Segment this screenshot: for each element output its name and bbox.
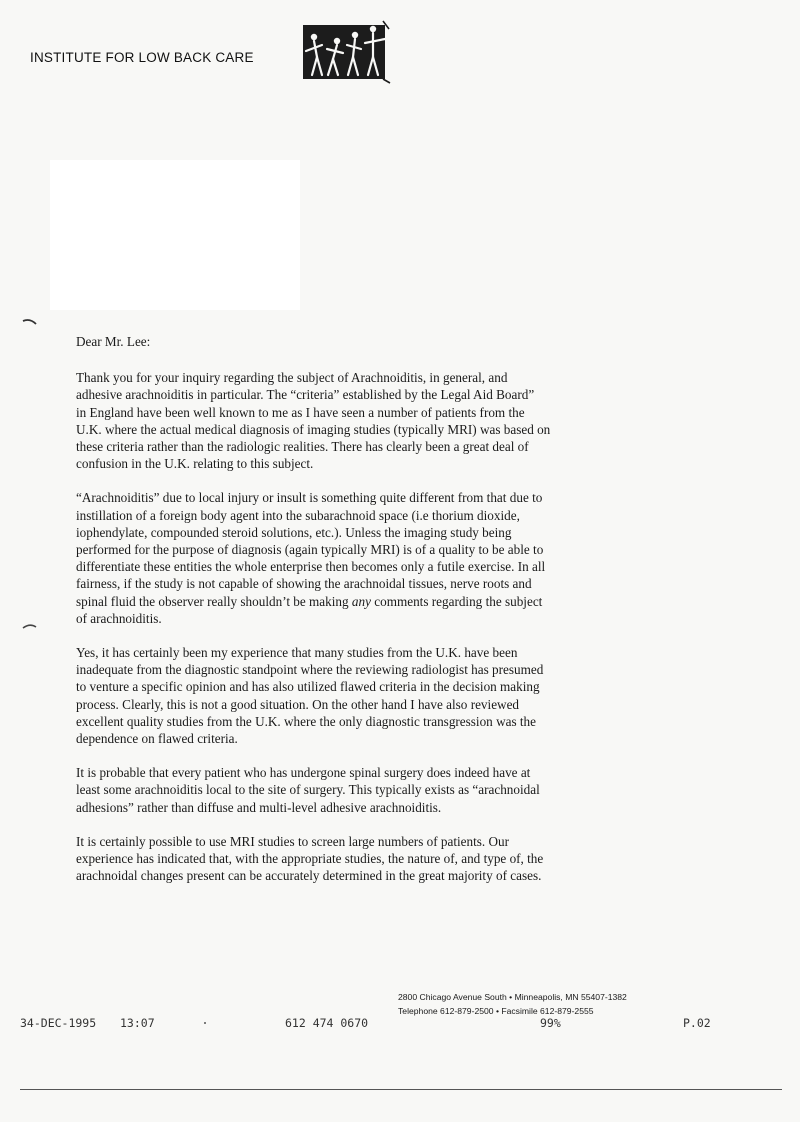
- four-figures-logo-icon: [297, 17, 392, 87]
- text-line: inadequate from the diagnostic standpoint where the reviewing radiologist has presumed: [76, 662, 544, 678]
- text-line: to venture a specific opinion and has also utilized flawed criteria in the decision making: [76, 679, 540, 695]
- paragraph: [76, 764, 656, 816]
- text-line: adhesive arachnoiditis in particular. The “criteria” established by the Legal Aid Board”: [76, 387, 535, 403]
- fax-time: 13:07: [120, 1016, 155, 1030]
- footer-contact: Telephone 612-879-2500 • Facsimile 612-879-2555: [398, 1006, 594, 1016]
- fax-percent: 99%: [540, 1016, 561, 1030]
- paragraph: [76, 489, 656, 627]
- margin-mark: [22, 318, 38, 326]
- paragraph: [76, 369, 656, 472]
- divider: [20, 1089, 782, 1090]
- text-line: Yes, it has certainly been my experience that many studies from the U.K. have been: [76, 645, 518, 661]
- speck: [204, 1022, 206, 1024]
- text-line: instillation of a foreign body agent into the subarachnoid space (i.e thorium dioxide,: [76, 507, 520, 523]
- text-line: of arachnoiditis.: [76, 610, 162, 626]
- text-line: dependence on flawed criteria.: [76, 731, 238, 747]
- fax-phone: 612 474 0670: [285, 1016, 369, 1030]
- text-line: “Arachnoiditis” due to local injury or insult is something quite different from that due to: [76, 490, 543, 506]
- text-line: iophendylate, compounded steroid solutions, etc.). Unless the imaging study being: [76, 524, 512, 540]
- text-line: fairness, if the study is not capable of showing the arachnoidal tissues, nerve roots and: [76, 576, 532, 592]
- letterhead-name: INSTITUTE FOR LOW BACK CARE: [30, 50, 254, 65]
- margin-mark: [22, 622, 38, 630]
- text-line: performed for the purpose of diagnosis (again typically MRI) is of a quality to be able to: [76, 542, 544, 558]
- text-line: It is certainly possible to use MRI studies to screen large numbers of patients. Our: [76, 833, 510, 849]
- text-line: Thank you for your inquiry regarding the subject of Arachnoiditis, in general, and: [76, 370, 508, 386]
- text-line: differentiate these entities the whole enterprise then becomes only a futile exercise. In all: [76, 559, 546, 575]
- text-line: U.K. where the actual medical diagnosis of imaging studies (typically MRI) was based on: [76, 421, 551, 437]
- text-line: It is probable that every patient who has undergone spinal surgery does indeed have at: [76, 765, 531, 781]
- text-line: process. Clearly, this is not a good situation. On the other hand I have also reviewed: [76, 696, 520, 712]
- fax-page: P.02: [683, 1016, 711, 1030]
- text-line-fragment: comments regarding the subject: [370, 593, 543, 609]
- text-line: adhesions” rather than diffuse and multi-level adhesive arachnoiditis.: [76, 799, 442, 815]
- salutation: Dear Mr. Lee:: [76, 334, 151, 349]
- text-line-fragment: spinal fluid the observer really shouldn’t be making: [76, 593, 352, 609]
- footer-address-block: [398, 990, 627, 1018]
- text-line: in England have been well known to me as I have seen a number of patients from the: [76, 404, 525, 420]
- text-line: excellent quality studies from the U.K. where the only diagnostic transgression was the: [76, 713, 536, 729]
- paragraph: [76, 833, 656, 885]
- fax-date: 34-DEC-1995: [20, 1016, 97, 1030]
- text-line: least some arachnoiditis local to the site of surgery. This typically exists as “arachnoidal: [76, 782, 540, 798]
- text-line: arachnoidal changes present can be accurately determined in the great majority of cases.: [76, 868, 542, 884]
- text-line: these criteria rather than the radiologic realities. There has clearly been a great deal of: [76, 439, 529, 455]
- text-line: experience has indicated that, with the appropriate studies, the nature of, and type of, the: [76, 851, 544, 867]
- redacted-address-block: [50, 160, 300, 310]
- emphasis-word: any: [351, 593, 371, 609]
- paragraph: [76, 644, 656, 747]
- letter-body: [76, 333, 656, 901]
- text-line: confusion in the U.K. relating to this subject.: [76, 456, 314, 472]
- footer-address: 2800 Chicago Avenue South • Minneapolis, MN 55407-1382: [398, 992, 627, 1002]
